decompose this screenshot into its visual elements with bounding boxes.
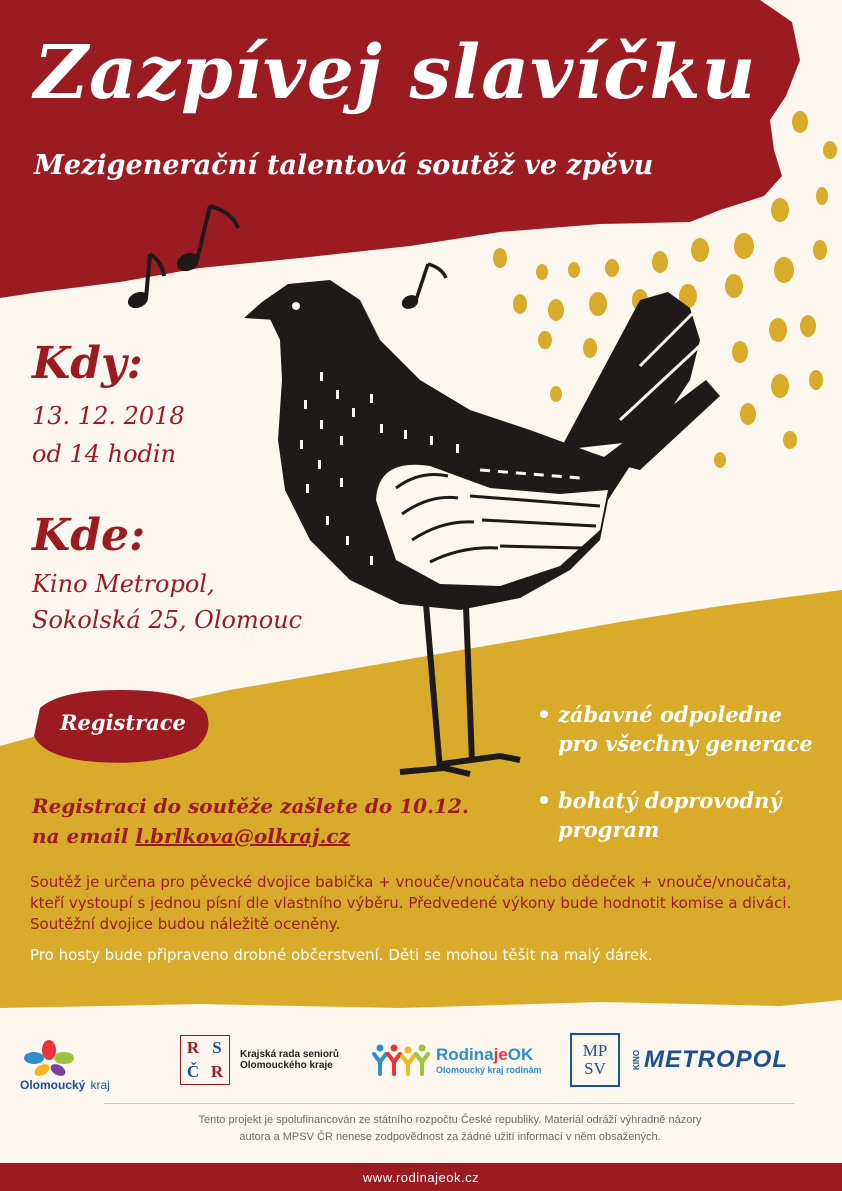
rodina-tagline: Olomoucký kraj rodinám [436,1065,542,1075]
footer-bar [0,1163,842,1191]
bullet-text: zábavné odpoledne pro všechny generace [558,702,813,756]
event-time: od 14 hodin [32,440,177,468]
venue-name: Kino Metropol, [32,570,215,598]
competition-description: Soutěž je určena pro pěvecké dvojice babička + vnouče/vnoučata nebo dědeček + vnouče/vnoučata, kteří vystoupí s jednou písní dle vlastního výběru. Předvedené výkony bude hodnotit komise a diváci. Soutěžní dvojice budou náležitě oceněny. [30,873,792,933]
rscr-letter: R [186,1038,200,1057]
metropol-kino-label: KINO [632,1050,641,1070]
metropol-name: METROPOL [644,1046,788,1073]
where-heading: Kde: [32,510,146,561]
rscr-line1: Krajská rada seniorů [240,1049,339,1060]
poster-subtitle: Mezigenerační talentová soutěž ve zpěvu [34,150,654,181]
mpsv-line1: MP [582,1041,608,1060]
disclaimer-line: Tento projekt je spolufinancován ze státního rozpočtu České republiky. Materiál odráží výhradně názory [198,1114,702,1126]
rscr-letter: Č [186,1062,200,1081]
disclaimer-line: autora a MPSV ČR nenese zodpovědnost za žádné užití informací v něm obsažených. [239,1131,661,1143]
logo-rodina-je-ok[interactable] [370,1030,542,1090]
poster-title: Zazpívej slavíčku [34,30,757,116]
rodina-part3: OK [507,1045,534,1064]
bullet-text: bohatý doprovodný program [558,788,782,842]
registration-badge[interactable]: Registrace [60,709,186,735]
logo-rscr[interactable] [180,1030,339,1090]
registration-email-line [32,824,350,848]
rscr-letter: R [210,1062,224,1081]
registration-deadline: Registraci do soutěže zašlete do 10.12. [32,794,469,818]
bullet-item [540,700,820,758]
mpsv-box [570,1033,620,1087]
refreshment-note: Pro hosty bude připraveno drobné občerstvení. Děti se mohou těšit na malý dárek. [30,946,653,964]
rodina-part1: Rodina [436,1045,494,1064]
rscr-line2: Olomouckého kraje [240,1060,333,1071]
funding-disclaimer [100,1112,800,1146]
rscr-letter-grid [180,1035,230,1085]
when-heading: Kdy: [32,338,143,389]
registration-email-prefix: na email [32,824,136,848]
logo-mpsv[interactable] [570,1030,620,1090]
event-date: 13. 12. 2018 [32,402,185,430]
mpsv-line2: SV [584,1059,606,1078]
registration-email-link[interactable]: l.brlkova@olkraj.cz [135,824,350,848]
rodina-people-icon [370,1042,432,1078]
footer-website-link[interactable]: www.rodinajeok.cz [362,1169,480,1185]
bullet-item [540,786,820,844]
rodina-part2: je [493,1045,508,1064]
footer-divider [104,1103,794,1104]
venue-address: Sokolská 25, Olomouc [32,606,303,634]
logo-olomoucky-kraj[interactable] [22,1030,110,1090]
logo-kino-metropol[interactable] [632,1030,788,1090]
olomoucky-kraj-word2: kraj [90,1077,110,1092]
rscr-letter: S [212,1038,222,1057]
olomoucky-kraj-word1: Olomoucký [20,1077,86,1092]
bullet-dot-icon [540,796,548,804]
bullet-dot-icon [540,710,548,718]
bird-eye [292,302,300,310]
